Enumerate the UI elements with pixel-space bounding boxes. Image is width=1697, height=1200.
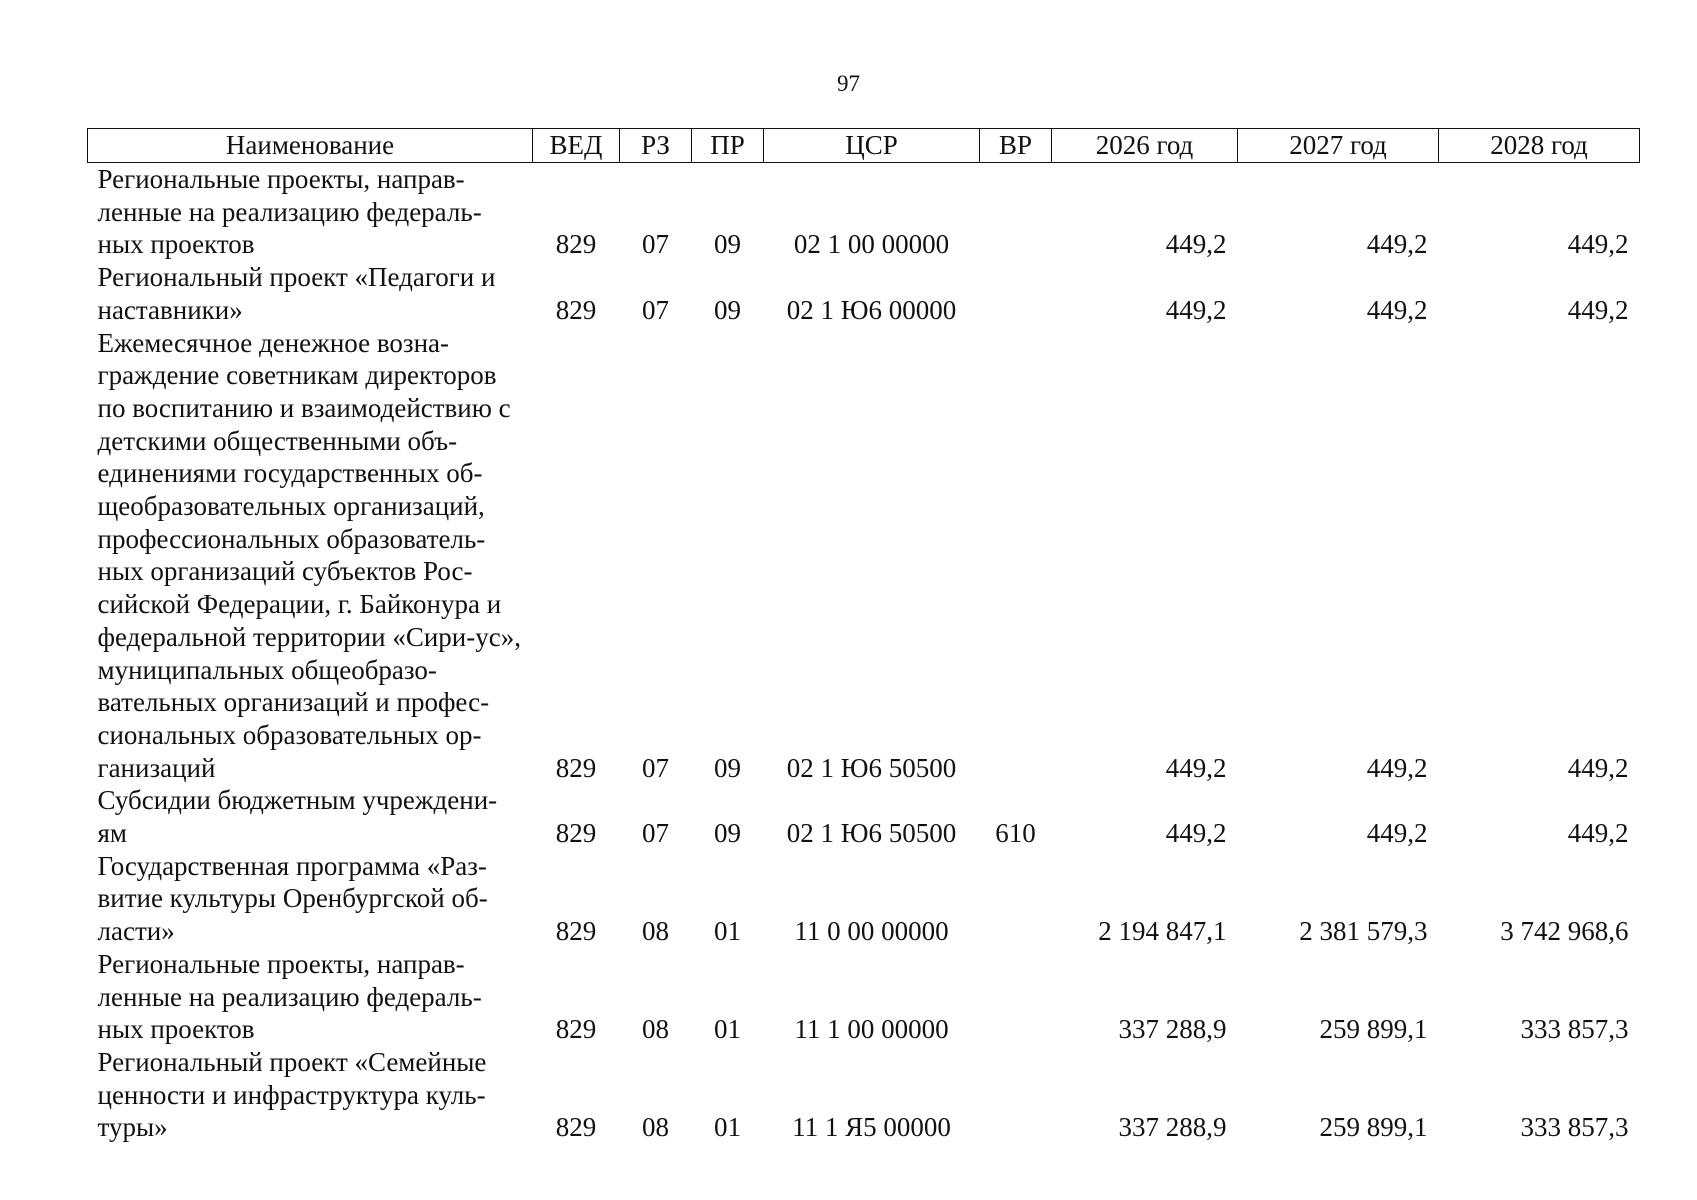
row-pr: 01 — [714, 1112, 741, 1143]
header-2028: 2028 год — [1439, 129, 1640, 163]
row-vr — [980, 261, 1052, 326]
row-rz: 08 — [642, 916, 669, 947]
row-vr — [980, 948, 1052, 1046]
table-row — [88, 261, 1640, 326]
row-2027: 449,2 — [1366, 752, 1428, 783]
row-2028: 333 857,3 — [1520, 1014, 1629, 1045]
header-pr: ПР — [692, 129, 764, 163]
row-2026: 2 194 847,1 — [1098, 916, 1227, 947]
header-2027: 2027 год — [1238, 129, 1439, 163]
row-ved: 829 — [555, 1014, 597, 1045]
header-name: Наименование — [88, 129, 533, 163]
row-vr — [980, 1046, 1052, 1144]
header-csr: ЦСР — [764, 129, 980, 163]
row-2028: 3 742 968,6 — [1500, 916, 1629, 947]
row-pr: 01 — [714, 916, 741, 947]
row-pr: 09 — [714, 229, 741, 260]
budget-table — [87, 128, 1640, 1144]
row-rz: 07 — [642, 752, 669, 783]
row-rz: 08 — [642, 1014, 669, 1045]
row-2027: 449,2 — [1366, 294, 1428, 325]
row-2027: 259 899,1 — [1319, 1112, 1428, 1143]
row-2027: 449,2 — [1366, 229, 1428, 260]
header-2026: 2026 год — [1052, 129, 1238, 163]
row-2028: 449,2 — [1567, 818, 1629, 849]
header-row — [88, 129, 1640, 163]
row-vr — [980, 327, 1052, 785]
row-2027: 2 381 579,3 — [1299, 916, 1428, 947]
row-name: Региональные проекты, направ-ленные на реализацию федераль-ных проектов — [97, 164, 482, 260]
row-csr: 02 1 00 00000 — [793, 229, 950, 260]
row-pr: 09 — [714, 294, 741, 325]
row-csr: 02 1 Ю6 00000 — [786, 294, 957, 325]
row-csr: 11 1 Я5 00000 — [792, 1112, 951, 1143]
row-name: Субсидии бюджетным учреждени-ям — [97, 785, 498, 849]
row-name: Региональные проекты, направ-ленные на реализацию федераль-ных проектов — [97, 948, 482, 1045]
row-2026: 337 288,9 — [1118, 1112, 1227, 1143]
row-ved: 829 — [555, 818, 597, 849]
table-row — [88, 327, 1640, 785]
row-ved: 829 — [555, 1112, 597, 1143]
header-ved: ВЕД — [533, 129, 620, 163]
row-ved: 829 — [555, 916, 597, 947]
table-row — [88, 948, 1640, 1046]
row-pr: 09 — [714, 818, 741, 849]
row-vr — [980, 850, 1052, 948]
row-2028: 333 857,3 — [1520, 1112, 1629, 1143]
row-vr — [980, 163, 1052, 262]
row-rz: 07 — [642, 818, 669, 849]
row-2026: 449,2 — [1165, 229, 1227, 260]
table-header — [88, 129, 1640, 163]
table-body — [88, 163, 1640, 1145]
row-2026: 449,2 — [1165, 294, 1227, 325]
page-number: 97 — [837, 71, 860, 96]
table-row — [88, 163, 1640, 262]
row-ved: 829 — [555, 229, 597, 260]
row-name: Региональный проект «Семейные ценности и инфраструктура куль-туры» — [97, 1046, 487, 1143]
table-row — [88, 1046, 1640, 1144]
row-2026: 337 288,9 — [1118, 1014, 1227, 1045]
row-name: Ежемесячное денежное возна-граждение советникам директоров по воспитанию и взаимодействию с детскими общественными объ-единениями государственных об-щеобразовательных организаций, профессиональных образователь-ных организаций субъектов Рос-сийской Федерации, г. Байконура и федеральной территории «Сири-ус», муниципальных общеобразо-вательных организаций и профес-сиональных образовательных ор-ганизаций — [97, 327, 521, 783]
header-vr: ВР — [980, 129, 1052, 163]
row-2026: 449,2 — [1165, 752, 1227, 783]
row-csr: 11 0 00 00000 — [794, 916, 949, 947]
row-2027: 449,2 — [1366, 818, 1428, 849]
row-2028: 449,2 — [1567, 229, 1629, 260]
row-rz: 07 — [642, 294, 669, 325]
table-row — [88, 850, 1640, 948]
row-csr: 11 1 00 00000 — [794, 1014, 949, 1045]
row-pr: 01 — [714, 1014, 741, 1045]
row-rz: 08 — [642, 1112, 669, 1143]
row-name: Региональный проект «Педагоги и наставники» — [97, 262, 496, 325]
row-vr: 610 — [995, 818, 1036, 849]
row-2026: 449,2 — [1165, 818, 1227, 849]
row-2028: 449,2 — [1567, 752, 1629, 783]
row-pr: 09 — [714, 752, 741, 783]
row-ved: 829 — [555, 294, 597, 325]
header-rz: РЗ — [620, 129, 692, 163]
table-row — [88, 784, 1640, 849]
row-2027: 259 899,1 — [1319, 1014, 1428, 1045]
row-ved: 829 — [555, 752, 597, 783]
row-rz: 07 — [642, 229, 669, 260]
row-2028: 449,2 — [1567, 294, 1629, 325]
row-name: Государственная программа «Раз-витие культуры Оренбургской об-ласти» — [97, 850, 488, 947]
row-csr: 02 1 Ю6 50500 — [786, 752, 957, 783]
row-csr: 02 1 Ю6 50500 — [786, 818, 957, 849]
